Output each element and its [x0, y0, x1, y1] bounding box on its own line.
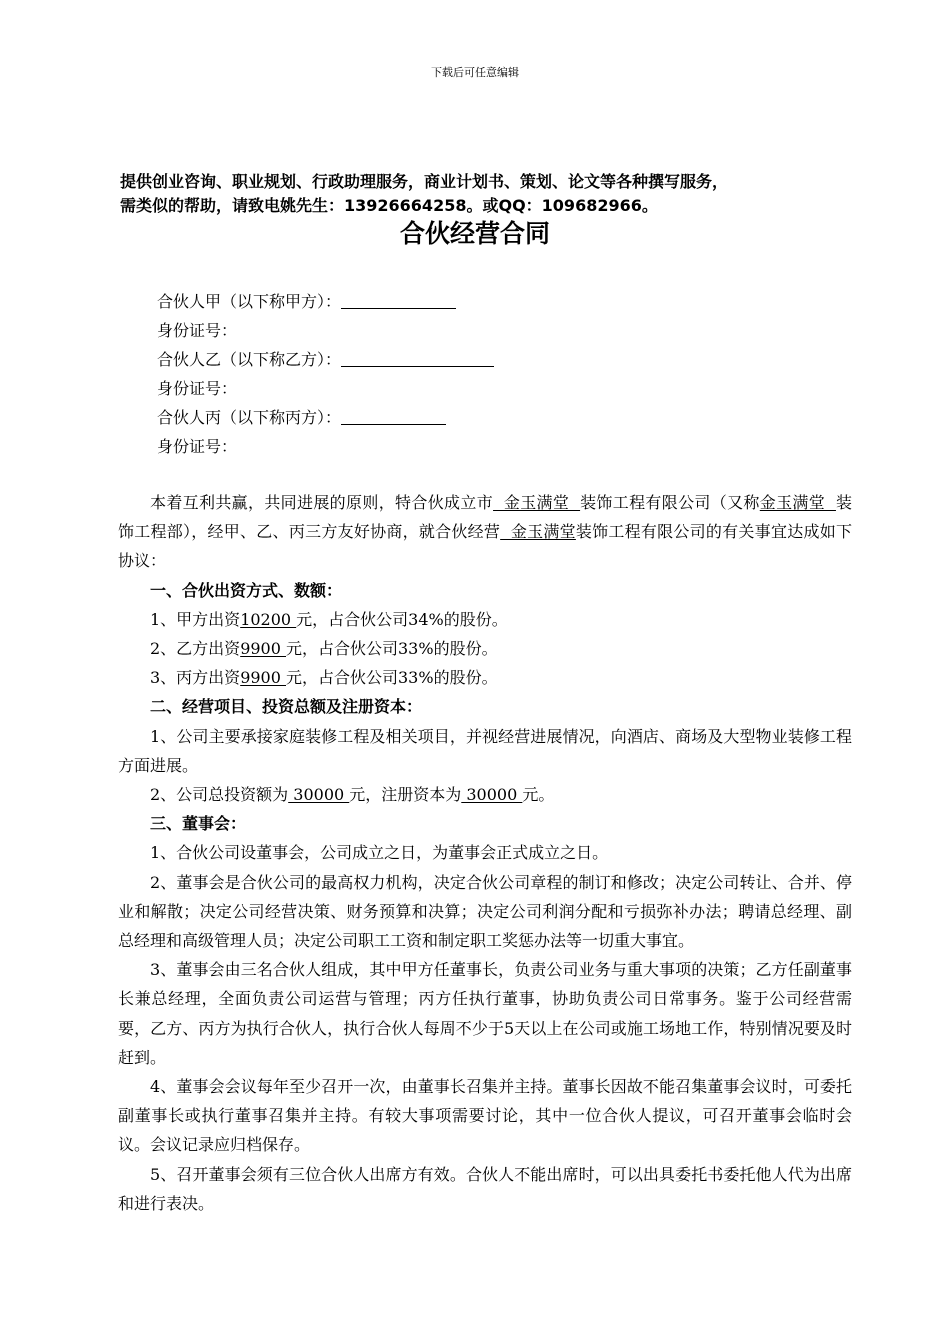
- investment-pre: 2、公司总投资额为: [150, 785, 289, 805]
- business-scope: 1、公司主要承接家庭装修工程及相关项目，并视经营进展情况，向酒店、商场及大型物业装修工程方面进展。: [118, 726, 852, 775]
- board-clause-3: 3、董事会由三名合伙人组成，其中甲方任董事长，负责公司业务与重大事项的决策；乙方任副董事长兼总经理，全面负责公司运营与管理；丙方任执行董事，协助负责公司日常事务。鉴于公司经营需要，乙方、丙方为执行合伙人，执行合伙人每周不少于5天以上在公司或施工场地工作，特别情况要及时赶到。: [118, 960, 852, 1067]
- ad-line-2: 需类似的帮助，请致电姚先生：13926664258。或QQ：109682966。: [120, 196, 658, 215]
- board-clause-1: 1、合伙公司设董事会，公司成立之日，为董事会正式成立之日。: [150, 843, 609, 863]
- board-clause-4: 4、董事会会议每年至少召开一次，由董事长召集并主持。董事长因故不能召集董事会议时，可委托副董事长或执行董事召集并主持。有较大事项需要讨论，其中一位合伙人提议，可召开董事会临时会议。会议记录应归档保存。: [118, 1077, 852, 1155]
- party-c-id: 身份证号：: [157, 437, 238, 456]
- section-2-heading: 二、经营项目、投资总额及注册资本：: [150, 697, 423, 717]
- investment-post: 元。: [522, 785, 555, 805]
- party-b-line: [157, 345, 757, 374]
- contribution-c-pre: 3、丙方出资: [150, 668, 241, 688]
- party-c-label: 合伙人丙（以下称丙方）：: [157, 408, 342, 427]
- contribution-b-pre: 2、乙方出资: [150, 639, 241, 659]
- party-a-id: 身份证号：: [157, 321, 238, 340]
- contribution-b-amount: 9900: [240, 639, 286, 659]
- board-clause-5: 5、召开董事会须有三位合伙人出席方有效。合伙人不能出席时，可以出具委托书委托他人代为出席和进行表决。: [118, 1164, 852, 1213]
- registered-capital: 30000: [461, 785, 523, 805]
- contribution-c-amount: 9900: [240, 668, 286, 688]
- contribution-c: [118, 663, 852, 692]
- contribution-b: [118, 634, 852, 663]
- parties-block: [157, 287, 757, 461]
- company-name-1: 金玉满堂: [493, 493, 581, 512]
- party-b-id: 身份证号：: [157, 379, 238, 398]
- contract-body: [118, 488, 852, 1218]
- intro-text-2: 装饰工程有限公司（又称: [580, 493, 760, 512]
- board-clause-2: 2、董事会是合伙公司的最高权力机构，决定合伙公司章程的制订和修改；决定公司转让、合并、停业和解散；决定公司经营决策、财务预算和决算；决定公司利润分配和亏损弥补办法；聘请总经理、副总经理和高级管理人员；决定公司职工工资和制定职工奖惩办法等一切重大事宜。: [118, 872, 852, 951]
- party-a-blank: [341, 290, 456, 309]
- contribution-b-post: 元，占合伙公司33%的股份。: [286, 639, 498, 659]
- party-a-label: 合伙人甲（以下称甲方）：: [157, 292, 342, 311]
- company-name-2: 金玉满堂: [759, 493, 836, 512]
- intro-paragraph: [118, 488, 852, 576]
- contribution-a-post: 元，占合伙公司34%的股份。: [296, 609, 508, 629]
- contribution-c-post: 元，占合伙公司33%的股份。: [286, 668, 498, 688]
- section-3-heading: 三、董事会：: [150, 814, 247, 834]
- party-b-label: 合伙人乙（以下称乙方）：: [157, 350, 342, 369]
- party-a-line: [157, 287, 757, 316]
- contribution-a-pre: 1、甲方出资: [150, 609, 241, 629]
- intro-text-1: 本着互利共赢，共同进展的原则，特合伙成立市: [150, 493, 494, 512]
- investment-mid: 元，注册资本为: [349, 785, 462, 805]
- ad-line-1: 提供创业咨询、职业规划、行政助理服务，商业计划书、策划、论文等各种撰写服务，: [120, 172, 729, 191]
- header-note: 下载后可任意编辑: [431, 66, 519, 79]
- section-1-heading: 一、合伙出资方式、数额：: [150, 580, 343, 600]
- investment-total: 30000: [288, 785, 350, 805]
- service-advertisement: [120, 170, 850, 218]
- intro-text-3: 装饰工程部），经甲、乙、丙三方友好协商，就合伙经营: [118, 493, 852, 542]
- company-name-3: 金玉满堂: [500, 522, 576, 542]
- investment-capital: [118, 780, 852, 809]
- contribution-a-amount: 10200: [240, 609, 297, 629]
- contribution-a: [118, 605, 852, 634]
- party-b-blank: [341, 348, 494, 367]
- party-c-blank: [341, 406, 446, 425]
- party-c-line: [157, 403, 757, 432]
- contract-title: 合伙经营合同: [399, 219, 550, 248]
- intro-text-4: 装饰工程有限公司的有关事宜达成如下协议：: [118, 522, 852, 571]
